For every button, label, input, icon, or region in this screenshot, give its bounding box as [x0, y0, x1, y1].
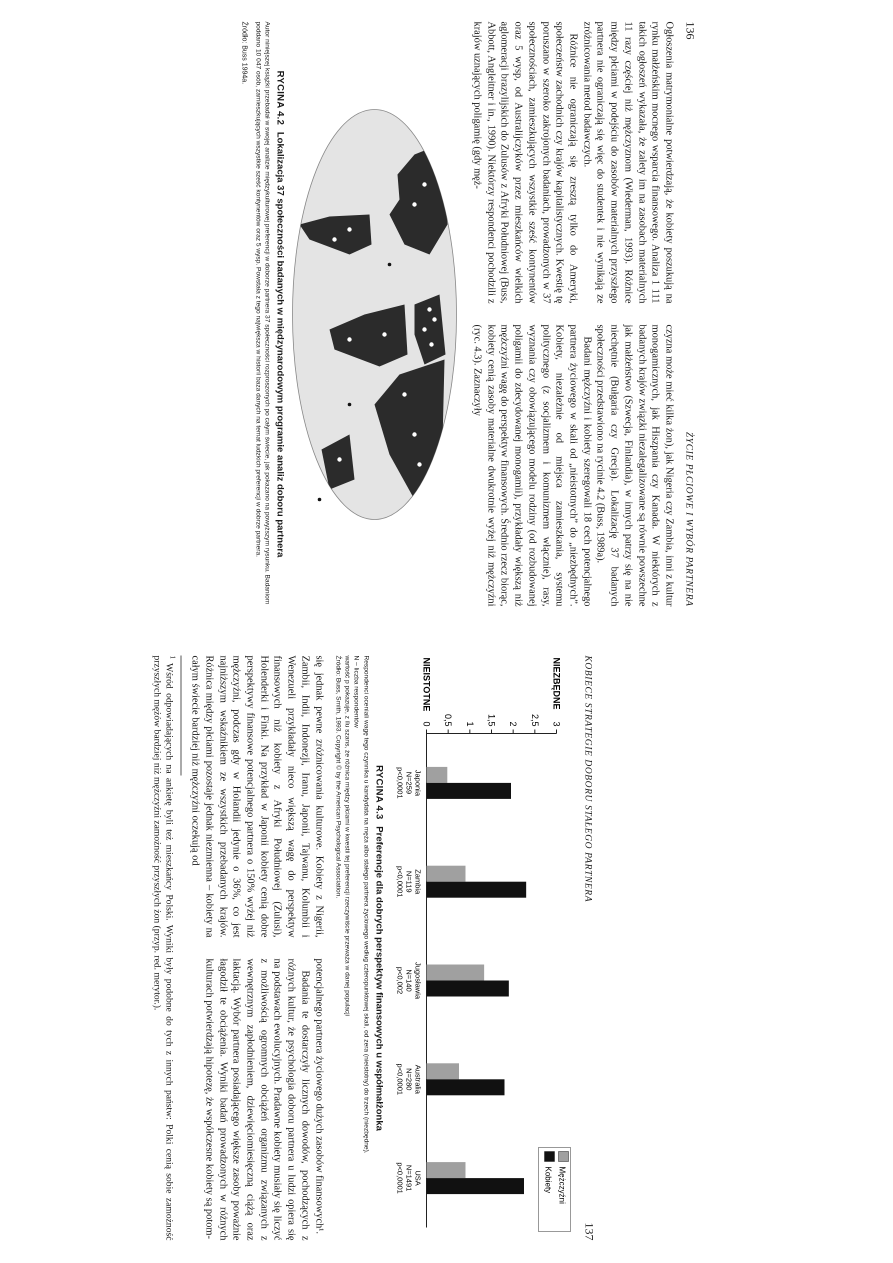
bar-chart	[389, 656, 575, 1241]
y-tick-label: 1,5	[486, 713, 497, 727]
map-marker	[432, 317, 436, 321]
y-tick-label: 2,5	[530, 713, 541, 727]
running-head: KOBIECE STRATEGIE DOBORU STAŁEGO PARTNERA	[582, 655, 593, 903]
map-marker	[332, 237, 336, 241]
figure-note: Autor niniejszej książki przebadał w swojej analizie międzykulturowej preferencji w doborze partnera 37 społeczności rozproszonych po całym świecie, jak pokazano na powyższym rysunku. Badaniom poddano 10 047 osób, zamieszkujących wszystkie sześć kontynentów oraz 5 wysp. Powstała z tego największa w historii baza danych na temat ludzkich preferencji w dobrze partnera.	[254, 21, 271, 605]
figure-source: Źródło: Buss 1994a.	[240, 21, 248, 85]
legend-swatch	[559, 1152, 569, 1162]
page-number: 137	[582, 1222, 597, 1241]
bar-men	[427, 866, 466, 882]
category-n-label: N=280	[404, 1068, 414, 1091]
y-tick-label: 2	[508, 721, 519, 727]
paragraph: Badania te dostarczyły licznych dowodów, pochodzących z różnych kultur, że psychologia doboru partnera u ludzi opiera się na podstawach ewolucyjnych. Pradawne kobiety musiały się liczyć z możliwością ogromnych obciążeń organizmu związanych z wewnętrznym zapłodnieniem, dziewięciomiesięczną ciążą oraz laktacją. Wybór partnera posiadającego większe zasoby poważnie łagodził te obciążenia. Wyniki badań prowadzonych w różnych kulturach potwierdzają hipotezę, że współczesne kobiety są potom-	[203, 958, 311, 1241]
category-p-label: p<0,0001	[395, 767, 405, 799]
right-page	[151, 655, 597, 1241]
map-marker	[402, 392, 406, 396]
map-marker-island	[348, 402, 352, 406]
figure-note: wartość p pokazuje, z ilu szans, że różnica między płciami w kwestii tej preferencji rzeczywiście przeważa w danej populacji	[343, 655, 351, 1017]
category-label: Jugosławia	[413, 961, 423, 1000]
category-p-label: p<0,0001	[395, 865, 405, 898]
y-tick-label: 1	[465, 721, 476, 727]
bar-women	[427, 882, 527, 898]
figure-note: Respondenci oceniali wagę tego czynnika u kandydata na męża albo stałego partnera życiowego według czteropunktowej skali, od zera (nieistotny) do trzech (niezbędne).	[362, 655, 370, 1154]
map-marker-island	[318, 497, 322, 501]
figure-label: RYCINA 4.3	[373, 765, 385, 820]
legend-swatch	[545, 1152, 555, 1162]
right-page-header	[581, 656, 597, 1241]
map-marker	[422, 327, 426, 331]
bar-men	[427, 965, 485, 981]
bar-women	[427, 981, 509, 997]
paragraph: Ogłoszenia matrymonialne potwierdzają, że kobiety poszukują na rynku małżeńskim mocnego wsparcia finansowego. Analiza 1 111 takich ogłoszeń wykazała, że zalety im na zasobach materialnych 11 razy częściej niż mężczyznom (Wiederman, 1993). Różnice między płciami w podejściu do zasobów materialnych przyszłego partnera nie ograniczają się więc do studentek i nie wynikają ze zróżnicowania metod badawczych.	[581, 21, 675, 304]
map-marker	[417, 462, 421, 466]
map-marker	[427, 307, 431, 311]
bar-women	[427, 783, 512, 799]
running-head: ŻYCIE PŁCIOWE I WYBÓR PARTNERA	[683, 431, 694, 607]
category-n-label: N=259	[404, 771, 414, 795]
map-marker	[382, 332, 386, 336]
bar-men	[427, 767, 448, 783]
figure-title: Lokalizacja 37 społeczności badanych w międzynarodowym programie analiz doboru partnera	[274, 131, 286, 558]
page-number: 136	[683, 21, 698, 40]
footnote-rule	[181, 656, 182, 776]
map-marker	[347, 227, 351, 231]
legend-label: Mężczyźni	[557, 1166, 567, 1204]
bar-women	[427, 1178, 525, 1194]
figure-4-3	[333, 656, 384, 1241]
map-marker	[337, 457, 341, 461]
figure-caption-title	[273, 22, 286, 607]
map-marker	[429, 342, 433, 346]
category-n-label: N=1491	[404, 1164, 414, 1192]
world-map	[290, 22, 460, 607]
figure-note: N – liczba respondentów	[352, 655, 360, 728]
paragraph: Różnice nie ograniczają się zresztą tylko do Ameryki, społeczeństw zachodnich czy krajów kapitalistycznych. Kwestię tę poruszano w szeroko zakrojonych badaniach, prowadzonych w 37 społecznościach, zamieszkujących wszystkie sześć kontynentów oraz 5 wysp, od Australijczyków przez mieszkańców wielkich aglomeracji brazylijskich do Zulusów z Afryki Południowej (Buss, Abbott, Angleitner i in., 1990). Niektórzy respondenci pochodzili z krajów uznających poligamię (gdy męż-	[471, 21, 579, 304]
map-marker-island	[388, 262, 392, 266]
y-tick-label: 3	[551, 721, 562, 727]
footnote	[149, 656, 177, 1241]
left-page-header	[682, 22, 698, 607]
category-n-label: N=140	[404, 969, 414, 992]
category-label: Zambia	[413, 869, 423, 895]
bar-men	[427, 1162, 466, 1178]
figure-label: RYCINA 4.2	[274, 70, 286, 126]
paragraph: czyzna może mieć kilka żon), jak Nigeria czy Zambia, inni z kultur monogamicznych, jak Hiszpania czy Kanada. W niektórych z badanych krajów związki niezalegalizowane są równie powszechne jak małżeństwo (Szwecja, Finlandia), w innych patrzy się na nie niechętnie (Bułgaria czy Grecja). Lokalizację 37 badanych społeczności przedstawiono na rycinie 4.2 (Buss, 1989a).	[595, 324, 675, 607]
text-column-1	[188, 656, 325, 938]
y-tick-label: 0,5	[443, 713, 454, 727]
category-label: Japonia	[413, 769, 423, 797]
y-axis-bottom-label: NIEISTOTNE	[421, 657, 432, 712]
footnote-text: Wśród odpowiadających na ankietę byli też mieszkańcy Polski. Wyniki były podobne do tych z innych państw: Polki cenią sobie zamożność przyszłych mężów bardziej niż mężczyźni zamożność przyszłych żon (przyp. red. merytor.).	[151, 655, 175, 1241]
category-p-label: p<0,002	[395, 966, 405, 995]
left-page	[240, 21, 698, 607]
map-marker	[412, 432, 416, 436]
text-column-1	[470, 22, 676, 304]
category-label: Australia	[413, 1064, 423, 1094]
figure-source: Źródło: Buss, Smith, 1993. Copyright © by the American Psychological Association.	[334, 655, 342, 899]
figure-caption-title	[372, 656, 385, 1241]
bar-men	[427, 1063, 460, 1079]
text-column-2	[470, 325, 676, 607]
y-axis-top-label: NIEZBĘDNE	[551, 657, 562, 710]
map-marker	[422, 182, 426, 186]
paragraph: Badani mężczyźni i kobiety szeregowali 18 cech potencjalnego partnera życiowego w skali od „nieistotnych” do „niezbędnych”. Kobiety, niezależnie od miejsca zamieszkania, systemu politycznego (z socjalizmem i komunizmem włącznie), rasy, wyznania czy obowiązującego modelu rodziny (od rozbudowanej poligamii do zdecydowanej monogamii), przykładały większą niż mężczyźni wagę do perspektyw finansowych. Średnio rzecz biorąc, kobiety cenią zasoby materialne dwukrotnie wyżej niż mężczyźni (ryc. 4.3). Zaznaczyły	[471, 324, 593, 607]
map-marker	[347, 337, 351, 341]
footnote-mark: 1	[168, 655, 177, 659]
y-tick-label: 0	[421, 721, 432, 727]
world-map-graphic	[290, 104, 460, 524]
category-p-label: p<0,0001	[395, 1162, 405, 1194]
bar-women	[427, 1079, 505, 1095]
map-marker	[412, 202, 416, 206]
text-column-2	[188, 959, 325, 1241]
category-n-label: N=119	[404, 870, 414, 893]
category-label: USA	[413, 1170, 423, 1186]
paragraph: potencjalnego partnera życiowego dużych zasobów finansowych¹.	[313, 958, 325, 1234]
paragraph: się jednak pewne zróżnicowania kulturowe. Kobiety z Nigerii, Zambii, Indii, Indonezji, Iranu, Japonii, Tajwanu, Kolumbii i Wenezueli przykładały nieco większą wagę do perspektyw finansowych niż kobiety z Afryki Południowej (Zulusi), Holenderki i Finki. Na przykład w Japonii kobiety cenią dobre perspektywy finansowe potencjalnego partnera o 150% wyżej niż mężczyźni, podczas gdy w Holandii jedynie o 36%, co jest najniższym wskaźnikiem ze wszystkich przebadanych krajów. Różnica między płciami pozostaje jednak niezmienna – kobiety na całym świecie bardziej niż mężczyźni oczekują od	[189, 655, 325, 938]
category-p-label: p<0,0001	[395, 1063, 405, 1096]
bar-chart-svg	[389, 656, 575, 1241]
figure-4-2	[239, 22, 459, 607]
figure-title: Preferencje dla dobrych perspektyw finansowych u współmałżonka	[373, 826, 385, 1131]
legend-label: Kobiety	[543, 1166, 553, 1194]
